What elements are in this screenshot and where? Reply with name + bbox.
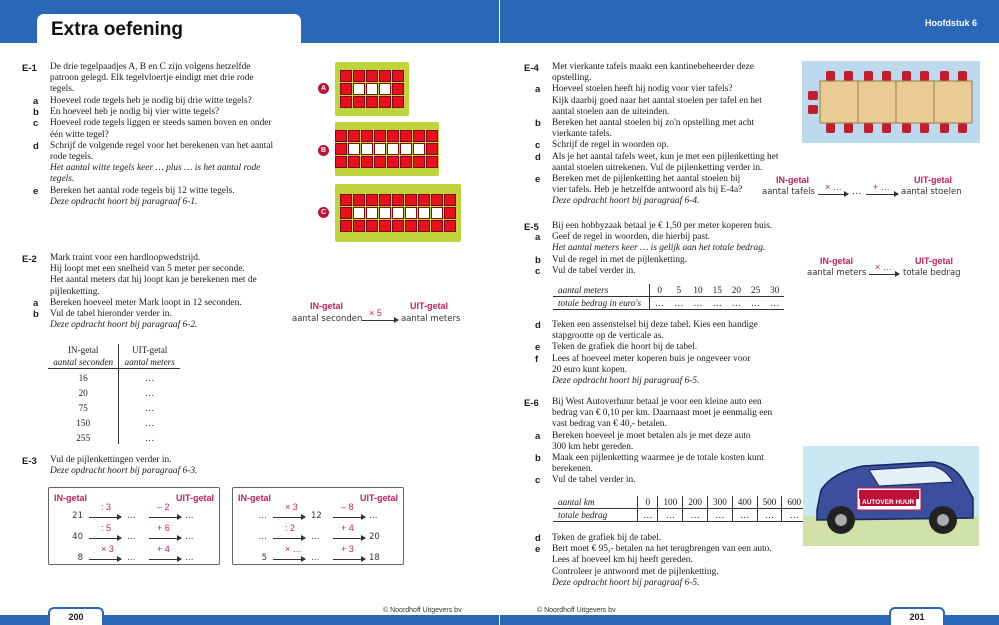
e5-chain-op: × … <box>875 262 892 272</box>
chain-out-header: UIT-getal <box>175 493 214 503</box>
e4-chain-mid: … <box>852 187 862 197</box>
e5-chain-arrow-icon <box>869 274 899 275</box>
red-tile <box>400 156 412 168</box>
tables-illustration <box>802 61 980 143</box>
e2-chain-op: × 5 <box>369 308 382 318</box>
red-tile <box>335 143 347 155</box>
e5-chain-in: IN-getal <box>820 256 854 266</box>
e4-letters: a b c d e <box>535 84 541 186</box>
car-sign-west: WEST <box>862 489 886 498</box>
red-tile <box>348 156 360 168</box>
chain-arrow-icon <box>89 517 121 518</box>
e1-items: Hoeveel rode tegels heb je nodig bij drie witte tegels? En hoeveel heb je nodig bij vier witte tegels? Hoeveel rode tegels liggen er steeds samen boven en onder één witte tegel? Schrijf de volgende regel voor het berekenen van het aantal rode tegels. Het aantal witte tegels keer … plus … is het aantal rode tegels. Bereken het aantal rode tegels bij 12 witte tegels. Deze opdracht hoort bij paragraaf 6-1. <box>50 96 274 207</box>
e5-chain-in-label: aantal meters <box>807 268 867 278</box>
chain-mid-value: … <box>127 532 136 542</box>
tile-path-c <box>335 184 461 242</box>
e5-items: Teken een assenstelsel bij deze tabel. Kies een handige stapgrootte op de verticale as. Teken de grafiek die hoort bij de tabel. Lees af hoeveel meter koperen buis je ongeveer voor 20 euro kunt kopen. Deze opdracht hoort bij paragraaf 6-5. <box>552 320 758 387</box>
white-tile <box>374 143 386 155</box>
red-tile <box>426 130 438 142</box>
white-tile <box>405 207 417 219</box>
red-tile <box>392 70 404 82</box>
red-tile <box>444 194 456 206</box>
tile-path-b <box>335 122 439 176</box>
chain-op-2: + 4 <box>157 544 170 554</box>
e5-letters-2: d e f <box>535 320 541 365</box>
red-tile <box>374 156 386 168</box>
e2-chain-out: UIT-getal <box>410 301 449 311</box>
e3-chain-box-left <box>48 487 220 565</box>
e2-chain-in: IN-getal <box>310 301 344 311</box>
e5-label: E-5 <box>524 222 539 233</box>
red-tile <box>353 220 365 232</box>
copyright-right: © Noordhoff Uitgevers bv <box>537 607 616 614</box>
red-tile <box>392 96 404 108</box>
tile-label-a: A <box>318 83 329 94</box>
chain-op-1: × … <box>285 544 302 554</box>
e2-chain-arrow-icon <box>362 320 398 321</box>
red-tile <box>379 194 391 206</box>
e4-chain-op2: + … <box>873 182 890 192</box>
e4-text: Met vierkante tafels maakt een kantinebeheerder deze opstelling. Hoeveel stoelen heeft hij nodig voor vier tafels? Kijk daarbij goed naar het aantal stoelen per tafel en het aantal stoelen aan de uiteinden. Bereken het aantal stoelen bij zo'n opstelling met acht vierkante tafels. Schrijf de regel in woorden op. Als je het aantal tafels weet, kun je met een pijlenketting het aantal stoelen uitrekenen. Vul de pijlenketting verder in. Bereken met de pijlenketting het aantal stoelen bij vier tafels. Heb je hetzelfde antwoord als bij E-4a? Deze opdracht hoort bij paragraaf 6-4. <box>552 62 779 207</box>
chain-arrow-icon <box>273 538 305 539</box>
white-tile <box>348 143 360 155</box>
e4-chain-out: UIT-getal <box>914 175 953 185</box>
chain-op-2: + 6 <box>157 523 170 533</box>
chain-mid-value: … <box>311 553 320 563</box>
white-tile <box>418 207 430 219</box>
red-tile <box>348 130 360 142</box>
e4-chain-arrow-1-icon <box>818 194 848 195</box>
chapter-label: Hoofdstuk 6 <box>924 18 977 28</box>
red-tile <box>340 207 352 219</box>
e1-letters: a b c d e <box>33 96 39 197</box>
car-sign-autoverhuur: AUTOVER HUUR <box>862 499 915 506</box>
white-tile <box>353 207 365 219</box>
e2-letters: a b <box>33 298 39 321</box>
red-tile <box>392 220 404 232</box>
e5-letters: a b c <box>535 232 541 277</box>
chain-mid-value: 12 <box>311 511 322 521</box>
e6-letters: a b c <box>535 430 541 487</box>
e5-chain-out: UIT-getal <box>915 256 954 266</box>
e1-text: De drie tegelpaadjes A, B en C zijn volgens hetzelfde patroon gelegd. Elk tegelvloertje eindigt met drie rode tegels. <box>50 62 254 95</box>
e4-chain-in-label: aantal tafels <box>762 187 815 197</box>
white-tile <box>413 143 425 155</box>
chain-in-header: IN-getal <box>238 493 272 503</box>
chain-end-value: … <box>185 532 194 542</box>
chain-arrow-icon <box>89 559 121 560</box>
red-tile <box>418 220 430 232</box>
red-tile <box>366 96 378 108</box>
chain-arrow-icon <box>333 538 365 539</box>
red-tile <box>335 130 347 142</box>
e2-text: Mark traint voor een hardloopwedstrijd. Hij loopt met een snelheid van 5 meter per seconde. Het aantal meters dat hij loopt kan je berekenen met de pijlenketting. Bereken hoeveel meter Mark loopt in 12 seconden. Vul de tabel hieronder verder in. Deze opdracht hoort bij paragraaf 6-2. <box>50 253 257 331</box>
chain-start-value: 40 <box>72 532 83 542</box>
page-number-left: 200 <box>48 607 104 625</box>
red-tile <box>340 194 352 206</box>
e4-chain-op1: × … <box>825 182 842 192</box>
red-tile <box>366 70 378 82</box>
chain-op-1: × 3 <box>285 502 298 512</box>
chain-end-value: 20 <box>369 532 380 542</box>
white-tile <box>400 143 412 155</box>
red-tile <box>413 130 425 142</box>
car-illustration <box>803 446 979 546</box>
chain-end-value: … <box>185 553 194 563</box>
white-tile <box>366 83 378 95</box>
page-title: Extra oefening <box>51 19 183 40</box>
red-tile <box>353 70 365 82</box>
chain-in-header: IN-getal <box>54 493 88 503</box>
chain-arrow-icon <box>333 517 365 518</box>
red-tile <box>387 156 399 168</box>
e6-letters-2: d e <box>535 533 541 556</box>
white-tile <box>361 143 373 155</box>
chain-op-1: : 3 <box>101 502 112 512</box>
tile-path-a <box>335 62 409 116</box>
e5-table: aantal meters 0 5 10 15 20 25 30 totale bedrag in euro's … … … … … … … <box>553 284 784 310</box>
red-tile <box>353 194 365 206</box>
white-tile <box>392 207 404 219</box>
red-tile <box>392 83 404 95</box>
red-tile <box>379 220 391 232</box>
e4-chain-in: IN-getal <box>776 175 810 185</box>
tile-label-c: C <box>318 207 329 218</box>
chain-op-2: + 3 <box>341 544 354 554</box>
e6-label: E-6 <box>524 398 539 409</box>
red-tile <box>405 194 417 206</box>
chain-end-value: … <box>369 511 378 521</box>
red-tile <box>418 194 430 206</box>
red-tile <box>426 156 438 168</box>
red-tile <box>387 130 399 142</box>
chain-out-header: UIT-getal <box>359 493 398 503</box>
chain-op-2: – 2 <box>157 502 170 512</box>
e3-chain-box-right <box>232 487 404 565</box>
chain-mid-value: … <box>127 511 136 521</box>
e3-label: E-3 <box>22 456 37 467</box>
chain-op-1: : 2 <box>285 523 296 533</box>
red-tile <box>444 207 456 219</box>
red-tile <box>379 96 391 108</box>
chain-mid-value: … <box>311 532 320 542</box>
e5-chain-out-label: totale bedrag <box>903 268 961 278</box>
white-tile <box>379 83 391 95</box>
chain-start-value: 8 <box>77 553 83 563</box>
white-tile <box>353 83 365 95</box>
chain-arrow-icon <box>149 559 181 560</box>
red-tile <box>335 156 347 168</box>
red-tile <box>340 220 352 232</box>
red-tile <box>353 96 365 108</box>
e4-label: E-4 <box>524 63 539 74</box>
red-tile <box>405 220 417 232</box>
chain-mid-value: … <box>127 553 136 563</box>
red-tile <box>340 70 352 82</box>
white-tile <box>379 207 391 219</box>
page-number-right: 201 <box>889 607 945 625</box>
e6-text: Bij West Autoverhuur betaal je voor een kleine auto een bedrag van € 0,10 per km. Daarnaast moet je eenmalig een vast bedrag van € 40,- betalen. Bereken hoeveel je moet betalen als je met deze auto 300 km hebt gereden. Maak een pijlenketting waarmee je de totale kosten kunt berekenen. Vul de tabel verder in. <box>552 397 773 486</box>
red-tile <box>444 220 456 232</box>
red-tile <box>413 156 425 168</box>
chain-arrow-icon <box>89 538 121 539</box>
e6-table: aantal km 0 100 200 300 400 500 600 totale bedrag … … … … … … … <box>553 496 806 522</box>
chain-end-value: 18 <box>369 553 380 563</box>
chain-end-value: … <box>185 511 194 521</box>
chain-arrow-icon <box>333 559 365 560</box>
chain-op-2: – 8 <box>341 502 354 512</box>
e1-label: E-1 <box>22 63 37 74</box>
white-tile <box>431 207 443 219</box>
red-tile <box>379 70 391 82</box>
chain-start-value: 21 <box>72 511 83 521</box>
e2-chain-out-label: aantal meters <box>401 314 461 324</box>
red-tile <box>366 220 378 232</box>
chain-arrow-icon <box>273 559 305 560</box>
red-tile <box>426 143 438 155</box>
chain-arrow-icon <box>149 517 181 518</box>
red-tile <box>374 130 386 142</box>
e4-chain-out-label: aantal stoelen <box>901 187 962 197</box>
e6-items-2: Teken de grafiek bij de tabel. Bert moet € 95,- betalen na het terugbrengen van een auto. Lees af hoeveel km hij heeft gereden. Controleer je antwoord met de pijlenketting. Deze opdracht hoort bij paragraaf 6-5. <box>552 533 772 588</box>
red-tile <box>431 220 443 232</box>
e2-chain-in-label: aantal seconden <box>292 314 363 324</box>
chain-start-value: … <box>258 532 267 542</box>
chain-op-2: + 4 <box>341 523 354 533</box>
tile-label-b: B <box>318 145 329 156</box>
chain-op-1: : 5 <box>101 523 112 533</box>
red-tile <box>340 96 352 108</box>
red-tile <box>361 156 373 168</box>
copyright-left: © Noordhoff Uitgevers bv <box>383 607 462 614</box>
chain-op-1: × 3 <box>101 544 114 554</box>
red-tile <box>340 83 352 95</box>
e4-chain-arrow-2-icon <box>866 194 898 195</box>
white-tile <box>387 143 399 155</box>
chain-arrow-icon <box>149 538 181 539</box>
red-tile <box>366 194 378 206</box>
red-tile <box>431 194 443 206</box>
chain-start-value: … <box>258 511 267 521</box>
chain-start-value: 5 <box>261 553 267 563</box>
red-tile <box>361 130 373 142</box>
red-tile <box>400 130 412 142</box>
red-tile <box>392 194 404 206</box>
e3-text: Vul de pijlenkettingen verder in. Deze opdracht hoort bij paragraaf 6-3. <box>50 455 198 477</box>
e2-label: E-2 <box>22 254 37 265</box>
chain-arrow-icon <box>273 517 305 518</box>
e5-text: Bij een hobbyzaak betaal je € 1,50 per meter koperen buis. Geef de regel in woorden, die hierbij past. Het aantal meters keer … is gelijk aan het totale bedrag. Vul de regel in met de pijlenketting. Vul de tabel verder in. <box>552 221 773 276</box>
white-tile <box>366 207 378 219</box>
e2-table: IN-getal UIT-getal aantal seconden aantal meters 16 … 20 … 75 … 150 … 255 … <box>48 344 180 444</box>
